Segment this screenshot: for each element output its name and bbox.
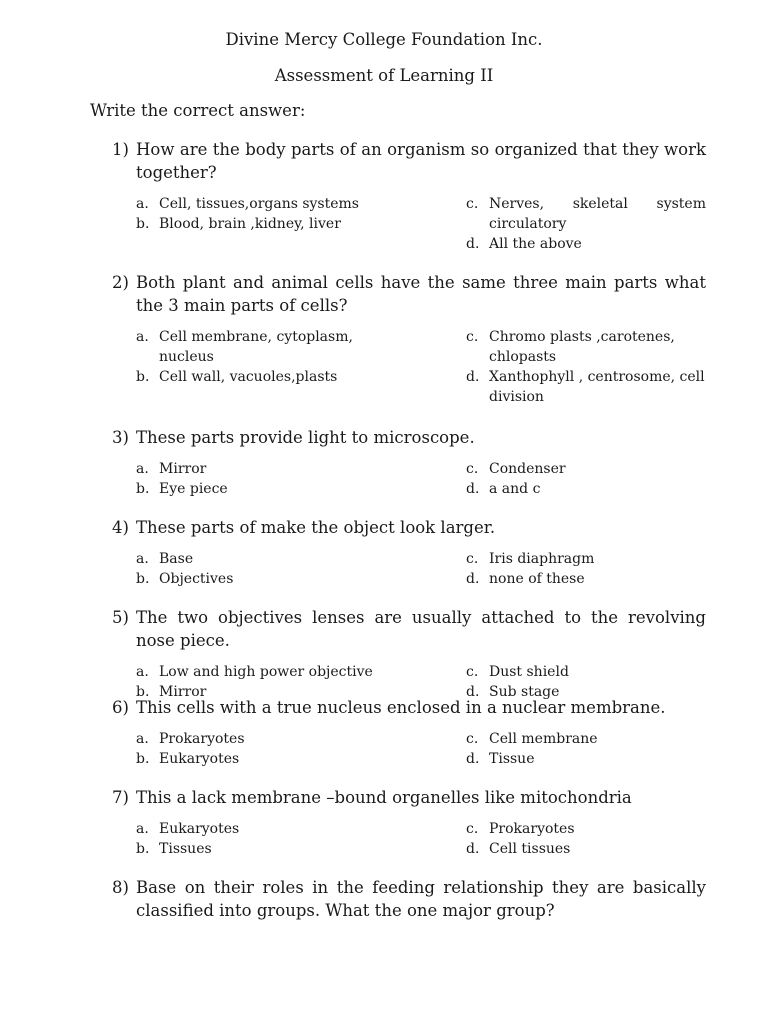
option-d: d. Cell tissues (466, 841, 571, 857)
option-c: c. Cell membrane (466, 731, 598, 747)
question-stem (112, 876, 706, 922)
question-text: This a lack membrane –bound organelles like mitochondria (136, 788, 632, 807)
question-text: The two objectives lenses are usually attached to the revolving nose piece. (136, 608, 706, 650)
question-text: This cells with a true nucleus enclosed in a nuclear membrane. (136, 698, 666, 717)
option-b: b. Eye piece (136, 481, 228, 497)
question-8 (112, 876, 706, 922)
question-stem (112, 138, 706, 184)
option-a: a. Low and high power objective (136, 664, 373, 680)
question-number: 1) (112, 140, 129, 159)
question-7 (112, 786, 706, 859)
option-b: b. Cell wall, vacuoles,plasts (136, 369, 338, 385)
question-1 (112, 138, 706, 254)
option-c: c. Dust shield (466, 664, 569, 680)
question-stem (112, 516, 706, 539)
instruction-text: Write the correct answer: (90, 101, 306, 120)
option-b: b. Objectives (136, 571, 234, 587)
option-a: a. Eukaryotes (136, 821, 240, 837)
question-text: How are the body parts of an organism so organized that they work together? (136, 140, 706, 182)
question-stem (112, 696, 706, 719)
option-a: a. Cell, tissues,organs systems (136, 196, 359, 212)
question-text: Both plant and animal cells have the same three main parts what the 3 main parts of cells? (136, 273, 706, 315)
question-number: 6) (112, 698, 129, 717)
options (112, 459, 706, 499)
options (112, 819, 706, 859)
question-5 (112, 606, 706, 702)
options (112, 549, 706, 589)
option-c: c. Chromo plasts ,carotenes, chlopasts (466, 329, 675, 365)
option-a: a. Cell membrane, cytoplasm, nucleus (136, 329, 353, 365)
question-6 (112, 696, 706, 769)
options (112, 729, 706, 769)
question-number: 4) (112, 518, 129, 537)
option-d: d. Xanthophyll , centrosome, cell division (466, 369, 705, 405)
option-d: d. Sub stage (466, 684, 560, 700)
question-text: These parts of make the object look larger. (136, 518, 496, 537)
question-number: 3) (112, 428, 129, 447)
question-4 (112, 516, 706, 589)
question-text: Base on their roles in the feeding relationship they are basically classified into groups. What the one major group? (136, 878, 706, 920)
option-d: d. All the above (466, 236, 582, 252)
question-stem (112, 786, 706, 809)
options (112, 194, 706, 254)
question-stem (112, 271, 706, 317)
question-stem (112, 426, 706, 449)
question-stem (112, 606, 706, 652)
option-b: b. Blood, brain ,kidney, liver (136, 216, 341, 232)
question-number: 2) (112, 273, 129, 292)
option-c: c. Condenser (466, 461, 566, 477)
option-a: a. Base (136, 551, 194, 567)
option-d: d. Tissue (466, 751, 535, 767)
question-text: These parts provide light to microscope. (136, 428, 475, 447)
option-c: c. Iris diaphragm (466, 551, 595, 567)
institution-name: Divine Mercy College Foundation Inc. (225, 30, 543, 49)
option-b: b. Tissues (136, 841, 212, 857)
option-d: d. a and c (466, 481, 541, 497)
options (112, 327, 706, 407)
option-c: c. Prokaryotes (466, 821, 575, 837)
assessment-title: Assessment of Learning II (274, 66, 494, 85)
question-number: 5) (112, 608, 129, 627)
question-number: 8) (112, 878, 129, 897)
option-c: c. Nerves, skeletal system circulatory (466, 196, 706, 232)
question-number: 7) (112, 788, 129, 807)
option-d: d. none of these (466, 571, 585, 587)
option-b: b. Mirror (136, 684, 207, 700)
question-3 (112, 426, 706, 499)
option-a: a. Prokaryotes (136, 731, 245, 747)
option-a: a. Mirror (136, 461, 207, 477)
option-b: b. Eukaryotes (136, 751, 240, 767)
question-2 (112, 271, 706, 407)
